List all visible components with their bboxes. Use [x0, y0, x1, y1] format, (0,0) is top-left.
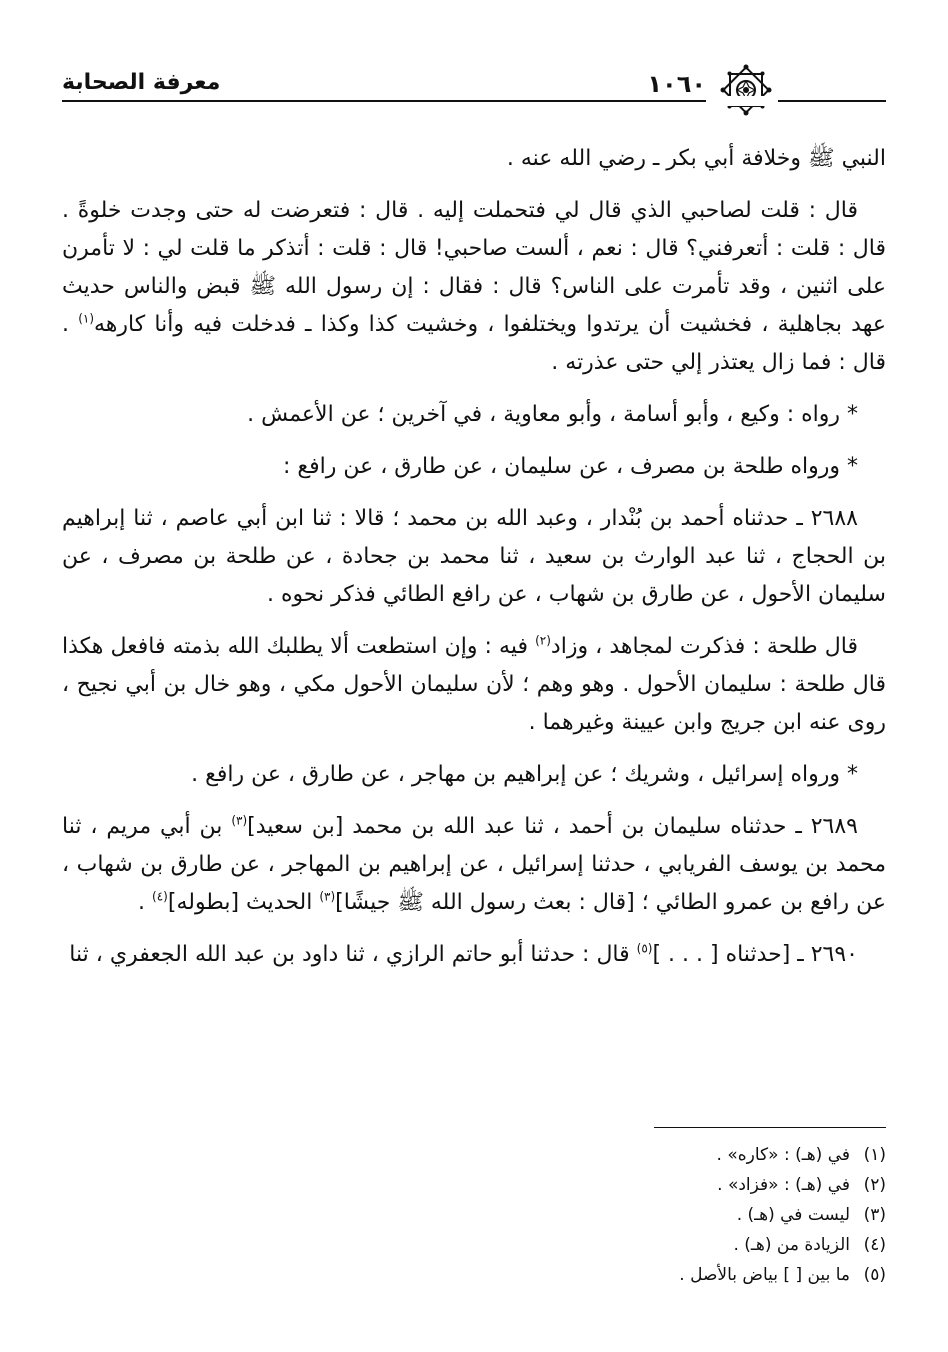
paragraph-text: . قال : فما زال يعتذر إلي حتى عذرته . [62, 312, 886, 375]
paragraph-text: قال طلحة : فذكرت لمجاهد ، وزاد [550, 634, 858, 659]
footnote-item [62, 1140, 886, 1170]
footnote-number: (٥) [863, 1265, 886, 1285]
footnote-ref: (٣) [319, 889, 336, 904]
paragraph-text: * ورواه طلحة بن مصرف ، عن سليمان ، عن طارق ، عن رافع : [282, 454, 858, 479]
footnote-ref: (١) [78, 311, 95, 326]
paragraph-text: * ورواه إسرائيل ، وشريك ؛ عن إبراهيم بن مهاجر ، عن طارق ، عن رافع . [191, 762, 858, 787]
hadith-2689 [62, 808, 886, 922]
paragraph-narrators-2 [62, 448, 886, 486]
paragraph-text: . [138, 890, 153, 915]
paragraph-narrators-3 [62, 756, 886, 794]
footnote-text: ليست في (هـ) . [736, 1205, 850, 1225]
footnote-number: (٢) [863, 1175, 886, 1195]
paragraph-text: بن أبي مريم ، ثنا محمد بن يوسف الفريابي ، حدثنا إسرائيل ، عن إبراهيم بن المهاجر ، عن طارق بن شهاب ، عن رافع بن عمرو الطائي ؛ [قال : بعث رسول الله ﷺ جيشًا] [62, 814, 886, 915]
paragraph-text: ٢٦٩٠ ـ [حدثناه [ . . . ] [652, 942, 858, 967]
footnote-text: في (هـ) : «فزاد» . [717, 1175, 850, 1195]
paragraph-text: * رواه : وكيع ، وأبو أسامة ، وأبو معاوية ، في آخرين ؛ عن الأعمش . [247, 402, 858, 427]
hadith-2690 [62, 936, 886, 974]
paragraph-text: الحديث [بطوله] [167, 890, 320, 915]
footnote-number: (١) [863, 1145, 886, 1165]
paragraph-text: ٢٦٨٩ ـ حدثناه سليمان بن أحمد ، ثنا عبد الله بن محمد [بن سعيد] [247, 814, 858, 839]
main-text [62, 140, 886, 988]
paragraph-text: فيه : وإن استطعت ألا يطلبك الله بذمته فافعل هكذا قال طلحة : سليمان الأحول . وهو وهم ؛ لأن سليمان الأحول مكي ، وهو خال بن أبي نجيح ، روى عنه ابن جريج وابن عيينة وغيرهما . [62, 634, 886, 735]
footnote-text: في (هـ) : «كاره» . [716, 1145, 850, 1165]
page-header [62, 62, 886, 118]
paragraph-text: النبي ﷺ وخلافة أبي بكر ـ رضي الله عنه . [506, 146, 886, 171]
footnote-ref: (٤) [152, 889, 168, 904]
footnotes [62, 1140, 886, 1290]
footnote-item [62, 1170, 886, 1200]
footnote-ref: (٥) [636, 941, 653, 956]
header-rule-gap [706, 96, 778, 106]
paragraph-dialogue [62, 192, 886, 382]
footnote-ref: (٣) [231, 813, 248, 828]
paragraph-text: ٢٦٨٨ ـ حدثناه أحمد بن بُنْدار ، وعبد الله بن محمد ؛ قالا : ثنا ابن أبي عاصم ، ثنا إبراهيم بن الحجاج ، ثنا عبد الوارث بن سعيد ، ثنا محمد بن جحادة ، عن طلحة بن مصرف ، عن سليمان الأحول ، عن طارق بن شهاب ، عن رافع الطائي فذكر نحوه . [62, 506, 886, 607]
footnote-rule [654, 1127, 886, 1128]
paragraph-narrators-1 [62, 396, 886, 434]
paragraph-continuation [62, 140, 886, 178]
hadith-2688 [62, 500, 886, 614]
running-title: معرفة الصحابة [62, 70, 221, 95]
footnote-item [62, 1200, 886, 1230]
paragraph-text: قال : قلت لصاحبي الذي قال لي فتحملت إليه . قال : فتعرضت له حتى وجدت خلوةً . قال : قلت : أتعرفني؟ قال : نعم ، ألست صاحبي! قال : قلت : أتذكر ما قلت لي : لا تأمرن على اثنين ، وقد تأمرت على الناس؟ قال : فقال : إن رسول الله ﷺ قبض والناس حديث عهد بجاهلية ، فخشيت أن يرتدوا ويختلفوا ، وخشيت كذا وكذا ـ فدخلت فيه وأنا كارهه [62, 198, 886, 337]
footnote-item [62, 1230, 886, 1260]
page-number: ١٠٦٠ [647, 70, 706, 98]
footnote-text: الزيادة من (هـ) . [733, 1235, 850, 1255]
footnote-number: (٤) [863, 1235, 886, 1255]
paragraph-talha [62, 628, 886, 742]
paragraph-text: قال : حدثنا أبو حاتم الرازي ، ثنا داود بن عبد الله الجعفري ، ثنا [69, 942, 637, 967]
star-ornament-icon [718, 62, 774, 118]
footnote-ref: (٢) [535, 633, 551, 648]
footnote-number: (٣) [863, 1205, 886, 1225]
footnote-item [62, 1260, 886, 1290]
footnote-text: ما بين [ ] بياض بالأصل . [679, 1265, 850, 1285]
